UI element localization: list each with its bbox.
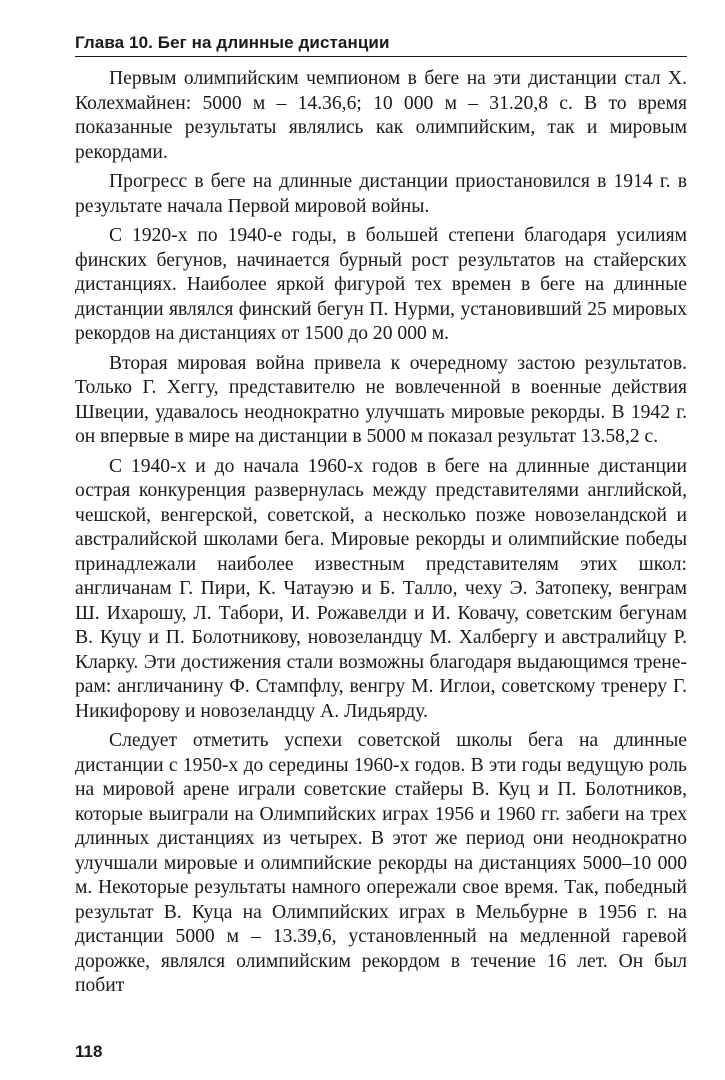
paragraph: С 1920-х по 1940-е годы, в большей степени благодаря усилиям финских бегунов, начинается бурный рост результатов на стайерских дистанциях. Наиболее яркой фигурой тех времен в беге на длинные дистанции являлся финский бегун П. Нурми, установивший 25 мировых рекордов на дистанциях от 1500 до 20 000 м. [75,225,687,344]
page-number: 118 [75,1042,103,1061]
paragraph: С 1940-х и до начала 1960-х годов в беге на длинные дистанции острая конкуренция развернулась между представителями английской, чешской, венгерской, советской, а несколько позже новозеландской и австралийской школами бега. Мировые рекорды и олимпийские победы принадлежали наиболее известным представителям этих школ: англичанам Г. Пири, К. Чатауэю и Б. Талло, чеху Э. Затопеку, венграм Ш. Ихарошу, Л. Табори, И. Рожавелди и И. Ковачу, советским бегунам В. Куцу и П. Болотникову, новозеландцу М. Халбергу и австралийцу Р. Кларку. Эти достижения стали возможны благодаря выдающимся тренерам: англичанину Ф. Стампфлу, венгру М. Иглои, советскому тренеру Г. Никифорову и новозеландцу А. Лидьярду. [75,455,687,722]
running-head: Глава 10. Бег на длинные дистанции [75,32,687,57]
paragraph: Прогресс в беге на длинные дистанции приостановился в 1914 г. в результате начала Первой мировой войны. [75,171,687,217]
body-text [75,67,687,999]
paragraph: Следует отметить успехи советской школы бега на длинные дистанции с 1950-х до середины 1960-х годов. В эти годы ведущую роль на мировой арене играли советские стайеры В. Куц и П. Болотников, которые выиграли на Олимпийских играх 1956 и 1960 гг. забеги на трех длинных дистанциях из четырех. В этот же период они неоднократно улучшали мировые и олимпийские рекорды на дистанциях 5000–10 000 м. Некоторые результаты намного опережали свое время. Так, победный результат В. Куца на Олимпийских играх в Мельбурне в 1956 г. на дистанции 5000 м – 13.39,6, установленный на медленной гаревой дорожке, являлся олимпийским рекордом в течение 16 лет. Он был побит [75,730,687,996]
book-page [75,32,687,1072]
paragraph: Вторая мировая война привела к очередному застою результатов. Только Г. Хеггу, представителю не вовлеченной в военные действия Швеции, удавалось неоднократно улучшать мировые рекорды. В 1942 г. он впервые в мире на дистанции в 5000 м показал результат 13.58,2 с. [75,352,687,447]
paragraph: Первым олимпийским чемпионом в беге на эти дистанции стал Х. Колехмайнен: 5000 м – 14.36,6; 10 000 м – 31.20,8 с. В то время показанные результаты являлись как олимпийским, так и мировым рекордами. [75,68,687,163]
